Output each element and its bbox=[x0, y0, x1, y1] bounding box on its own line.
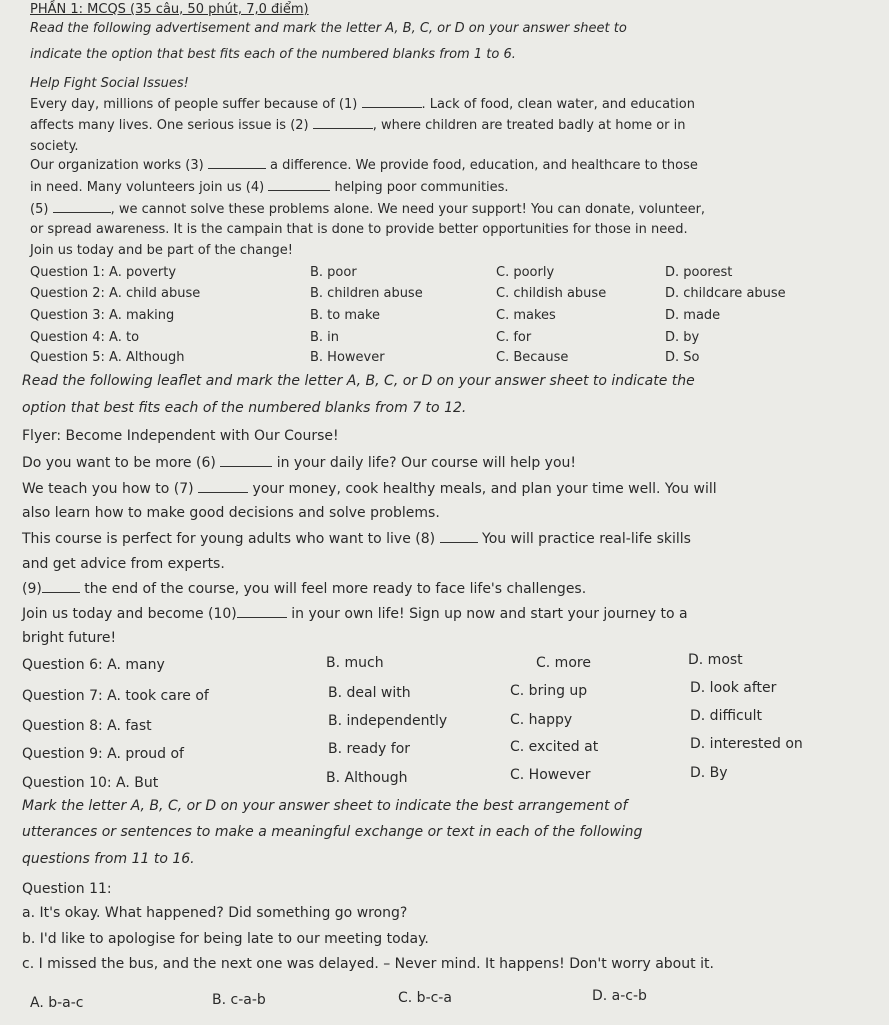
question-11-option-b: B. c-a-b bbox=[212, 992, 266, 1008]
question-3-option-d: D. made bbox=[665, 308, 721, 323]
question-8-option-b: B. independently bbox=[328, 713, 448, 729]
question-6-option-a: Question 6: A. many bbox=[22, 657, 165, 673]
section-header: PHẦN 1: MCQS (35 câu, 50 phút, 7,0 điểm) bbox=[30, 2, 309, 17]
question-5-option-a: Question 5: A. Although bbox=[30, 350, 185, 365]
flyer-line-2: We teach you how to (7) your money, cook healthy meals, and plan your time well. You will bbox=[22, 481, 717, 497]
question-1-option-b: B. poor bbox=[310, 265, 357, 280]
question-9-option-d: D. interested on bbox=[690, 736, 803, 752]
section1-instruction-2: indicate the option that best fits each of the numbered blanks from 1 to 6. bbox=[30, 47, 516, 62]
flyer-line-6: (9) the end of the course, you will feel more ready to face life's challenges. bbox=[22, 581, 587, 597]
question-10-option-b: B. Although bbox=[326, 770, 408, 786]
question-7-option-c: C. bring up bbox=[510, 683, 588, 699]
utterance-a: a. It's okay. What happened? Did something go wrong? bbox=[22, 905, 408, 921]
question-10-option-a: Question 10: A. But bbox=[22, 775, 159, 791]
question-2-option-d: D. childcare abuse bbox=[665, 286, 786, 301]
question-4-option-b: B. in bbox=[310, 330, 340, 345]
question-7-option-a: Question 7: A. took care of bbox=[22, 688, 209, 704]
question-11-option-c: C. b-c-a bbox=[398, 990, 452, 1006]
question-6-option-d: D. most bbox=[688, 652, 743, 668]
utterance-c: c. I missed the bus, and the next one was delayed. – Never mind. It happens! Don't worry about it. bbox=[22, 956, 714, 972]
section3-instruction-2: utterances or sentences to make a meaningful exchange or text in each of the following bbox=[22, 824, 643, 840]
question-7-option-b: B. deal with bbox=[328, 685, 411, 701]
question-9-option-c: C. excited at bbox=[510, 739, 599, 755]
ad-line-6: (5) , we cannot solve these problems alone. We need your support! You can donate, volunteer, bbox=[30, 202, 706, 217]
flyer-line-4: This course is perfect for young adults who want to live (8) You will practice real-life skills bbox=[22, 531, 691, 547]
section2-instruction-1: Read the following leaflet and mark the letter A, B, C, or D on your answer sheet to indicate the bbox=[22, 373, 695, 389]
question-2-option-c: C. childish abuse bbox=[496, 286, 607, 301]
question-1-option-d: D. poorest bbox=[665, 265, 733, 280]
question-7-option-d: D. look after bbox=[690, 680, 777, 696]
ad-line-3: society. bbox=[30, 139, 79, 154]
flyer-line-3: also learn how to make good decisions and solve problems. bbox=[22, 505, 440, 521]
question-5-option-b: B. However bbox=[310, 350, 385, 365]
flyer-line-8: bright future! bbox=[22, 630, 117, 646]
question-5-option-c: C. Because bbox=[496, 350, 569, 365]
ad-line-2: affects many lives. One serious issue is (2) , where children are treated badly at home or in bbox=[30, 118, 686, 133]
question-1-option-c: C. poorly bbox=[496, 265, 555, 280]
section3-instruction-3: questions from 11 to 16. bbox=[22, 851, 195, 867]
question-11-label: Question 11: bbox=[22, 881, 112, 897]
question-9-option-a: Question 9: A. proud of bbox=[22, 746, 184, 762]
question-10-option-c: C. However bbox=[510, 767, 591, 783]
question-3-option-b: B. to make bbox=[310, 308, 381, 323]
question-3-option-a: Question 3: A. making bbox=[30, 308, 175, 323]
question-10-option-d: D. By bbox=[690, 765, 728, 781]
ad-line-4: Our organization works (3) a difference. We provide food, education, and healthcare to those bbox=[30, 158, 698, 173]
ad-line-5: in need. Many volunteers join us (4) helping poor communities. bbox=[30, 180, 509, 195]
question-4-option-d: D. by bbox=[665, 330, 700, 345]
utterance-b: b. I'd like to apologise for being late to our meeting today. bbox=[22, 931, 429, 947]
question-11-option-a: A. b-a-c bbox=[30, 995, 84, 1011]
section1-instruction-1: Read the following advertisement and mark the letter A, B, C, or D on your answer sheet to bbox=[30, 21, 627, 36]
flyer-line-1: Do you want to be more (6) in your daily life? Our course will help you! bbox=[22, 455, 577, 471]
question-4-option-a: Question 4: A. to bbox=[30, 330, 140, 345]
question-8-option-d: D. difficult bbox=[690, 708, 762, 724]
question-11-option-d: D. a-c-b bbox=[592, 988, 647, 1004]
question-5-option-d: D. So bbox=[665, 350, 700, 365]
ad-line-8: Join us today and be part of the change! bbox=[30, 243, 293, 258]
flyer-title: Flyer: Become Independent with Our Course! bbox=[22, 428, 339, 444]
question-9-option-b: B. ready for bbox=[328, 741, 411, 757]
flyer-line-7: Join us today and become (10) in your own life! Sign up now and start your journey to a bbox=[22, 606, 688, 622]
question-1-option-a: Question 1: A. poverty bbox=[30, 265, 177, 280]
question-6-option-c: C. more bbox=[536, 655, 591, 671]
question-8-option-c: C. happy bbox=[510, 712, 573, 728]
question-8-option-a: Question 8: A. fast bbox=[22, 718, 152, 734]
ad-line-1: Every day, millions of people suffer because of (1) . Lack of food, clean water, and education bbox=[30, 97, 695, 112]
question-2-option-b: B. children abuse bbox=[310, 286, 423, 301]
section3-instruction-1: Mark the letter A, B, C, or D on your answer sheet to indicate the best arrangement of bbox=[22, 798, 628, 814]
question-6-option-b: B. much bbox=[326, 655, 384, 671]
flyer-line-5: and get advice from experts. bbox=[22, 556, 225, 572]
ad-title: Help Fight Social Issues! bbox=[30, 76, 189, 91]
section2-instruction-2: option that best fits each of the numbered blanks from 7 to 12. bbox=[22, 400, 467, 416]
question-3-option-c: C. makes bbox=[496, 308, 556, 323]
ad-line-7: or spread awareness. It is the campain that is done to provide better opportunities for those in need. bbox=[30, 222, 688, 237]
question-4-option-c: C. for bbox=[496, 330, 532, 345]
question-2-option-a: Question 2: A. child abuse bbox=[30, 286, 201, 301]
